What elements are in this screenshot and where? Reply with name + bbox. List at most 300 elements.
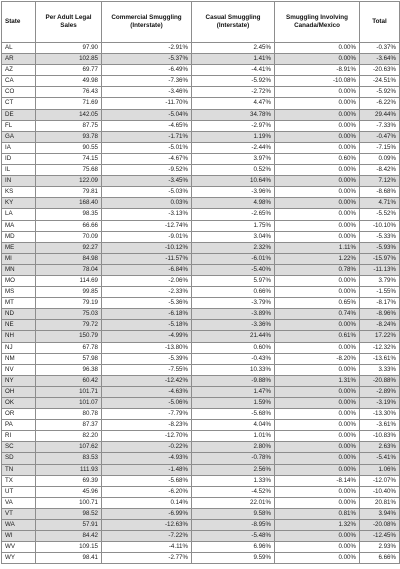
cell-commercial-smuggling: 0.03%	[102, 198, 192, 209]
table-row	[2, 153, 400, 164]
cell-casual-smuggling: -0.43%	[192, 353, 275, 364]
cell-casual-smuggling: 3.04%	[192, 231, 275, 242]
cell-commercial-smuggling: -5.36%	[102, 298, 192, 309]
header-canada-mexico-smuggling: Smuggling Involving Canada/Mexico	[275, 2, 360, 43]
cell-per-adult-sales: 111.93	[36, 464, 102, 475]
cell-commercial-smuggling: -4.93%	[102, 453, 192, 464]
cell-total: 6.66%	[360, 553, 400, 564]
cell-per-adult-sales: 168.40	[36, 198, 102, 209]
cell-commercial-smuggling: -7.55%	[102, 364, 192, 375]
cell-commercial-smuggling: -12.70%	[102, 431, 192, 442]
cell-state: AR	[2, 54, 36, 65]
cell-casual-smuggling: 4.98%	[192, 198, 275, 209]
cell-total: -8.68%	[360, 187, 400, 198]
cell-canada-mexico-smuggling: 0.00%	[275, 142, 360, 153]
cell-total: -24.51%	[360, 76, 400, 87]
cell-state: SC	[2, 442, 36, 453]
cell-per-adult-sales: 107.62	[36, 442, 102, 453]
cell-state: VT	[2, 508, 36, 519]
cell-state: UT	[2, 486, 36, 497]
cell-per-adult-sales: 98.52	[36, 508, 102, 519]
cell-casual-smuggling: 4.47%	[192, 98, 275, 109]
cell-total: -8.17%	[360, 298, 400, 309]
cell-commercial-smuggling: -2.06%	[102, 275, 192, 286]
cell-casual-smuggling: -8.95%	[192, 520, 275, 531]
cell-casual-smuggling: -6.01%	[192, 253, 275, 264]
cell-per-adult-sales: 97.90	[36, 43, 102, 54]
cell-per-adult-sales: 87.75	[36, 120, 102, 131]
cell-commercial-smuggling: -7.36%	[102, 76, 192, 87]
cell-commercial-smuggling: -5.01%	[102, 142, 192, 153]
cell-state: MN	[2, 264, 36, 275]
cell-total: -1.55%	[360, 287, 400, 298]
cell-total: -10.83%	[360, 431, 400, 442]
cell-commercial-smuggling: -13.80%	[102, 342, 192, 353]
cell-canada-mexico-smuggling: 0.00%	[275, 431, 360, 442]
cell-commercial-smuggling: -2.77%	[102, 553, 192, 564]
cell-total: 7.12%	[360, 176, 400, 187]
cell-canada-mexico-smuggling: -10.08%	[275, 76, 360, 87]
table-row	[2, 520, 400, 531]
cell-casual-smuggling: 1.01%	[192, 431, 275, 442]
table-row	[2, 542, 400, 553]
header-commercial-smuggling: Commercial Smuggling (Interstate)	[102, 2, 192, 43]
cell-per-adult-sales: 101.07	[36, 398, 102, 409]
cell-canada-mexico-smuggling: -8.14%	[275, 475, 360, 486]
cell-total: -3.19%	[360, 398, 400, 409]
cell-canada-mexico-smuggling: 0.00%	[275, 287, 360, 298]
cell-casual-smuggling: -2.97%	[192, 120, 275, 131]
table-row	[2, 464, 400, 475]
cell-casual-smuggling: 1.47%	[192, 386, 275, 397]
cell-state: MS	[2, 287, 36, 298]
cell-state: IL	[2, 165, 36, 176]
cell-canada-mexico-smuggling: 0.00%	[275, 486, 360, 497]
table-row	[2, 120, 400, 131]
cell-casual-smuggling: -4.52%	[192, 486, 275, 497]
cell-commercial-smuggling: -4.11%	[102, 542, 192, 553]
table-row	[2, 54, 400, 65]
table-row	[2, 420, 400, 431]
cell-commercial-smuggling: -2.33%	[102, 287, 192, 298]
cell-casual-smuggling: 1.41%	[192, 54, 275, 65]
cell-state: NM	[2, 353, 36, 364]
cell-per-adult-sales: 69.77	[36, 65, 102, 76]
cell-casual-smuggling: 1.59%	[192, 398, 275, 409]
table-row	[2, 242, 400, 253]
cell-state: GA	[2, 131, 36, 142]
cell-canada-mexico-smuggling: 0.00%	[275, 231, 360, 242]
cell-commercial-smuggling: -5.03%	[102, 187, 192, 198]
table-row	[2, 298, 400, 309]
cell-commercial-smuggling: -1.48%	[102, 464, 192, 475]
cell-total: -8.96%	[360, 309, 400, 320]
cell-state: IA	[2, 142, 36, 153]
cell-commercial-smuggling: -2.91%	[102, 43, 192, 54]
cell-commercial-smuggling: -7.22%	[102, 531, 192, 542]
cell-commercial-smuggling: -6.18%	[102, 309, 192, 320]
table-row	[2, 364, 400, 375]
table-row	[2, 386, 400, 397]
cell-commercial-smuggling: -1.71%	[102, 131, 192, 142]
cell-state: AL	[2, 43, 36, 54]
cell-state: OK	[2, 398, 36, 409]
cell-per-adult-sales: 150.79	[36, 331, 102, 342]
cell-state: WA	[2, 520, 36, 531]
table-row	[2, 375, 400, 386]
cell-per-adult-sales: 57.91	[36, 520, 102, 531]
cell-state: MO	[2, 275, 36, 286]
cell-casual-smuggling: -5.40%	[192, 264, 275, 275]
cell-casual-smuggling: -3.89%	[192, 309, 275, 320]
cell-canada-mexico-smuggling: 0.00%	[275, 453, 360, 464]
cell-per-adult-sales: 84.98	[36, 253, 102, 264]
table-row	[2, 353, 400, 364]
cell-canada-mexico-smuggling: 0.00%	[275, 54, 360, 65]
cell-casual-smuggling: -5.48%	[192, 531, 275, 542]
cell-total: -20.08%	[360, 520, 400, 531]
cell-canada-mexico-smuggling: 0.00%	[275, 320, 360, 331]
cell-state: WI	[2, 531, 36, 542]
cell-total: 2.63%	[360, 442, 400, 453]
cell-casual-smuggling: 2.56%	[192, 464, 275, 475]
cell-state: CO	[2, 87, 36, 98]
cell-casual-smuggling: -5.92%	[192, 76, 275, 87]
cell-total: 17.22%	[360, 331, 400, 342]
cell-per-adult-sales: 60.42	[36, 375, 102, 386]
cell-casual-smuggling: 5.97%	[192, 275, 275, 286]
table-header	[2, 2, 400, 43]
cell-state: NE	[2, 320, 36, 331]
cell-state: NJ	[2, 342, 36, 353]
cell-total: -5.33%	[360, 231, 400, 242]
cell-canada-mexico-smuggling: 0.00%	[275, 176, 360, 187]
cell-per-adult-sales: 45.96	[36, 486, 102, 497]
table-row	[2, 553, 400, 564]
cell-casual-smuggling: 10.33%	[192, 364, 275, 375]
table-row	[2, 497, 400, 508]
table-row	[2, 275, 400, 286]
cell-canada-mexico-smuggling: 0.00%	[275, 386, 360, 397]
cell-per-adult-sales: 98.35	[36, 209, 102, 220]
cell-per-adult-sales: 122.09	[36, 176, 102, 187]
cell-canada-mexico-smuggling: 0.00%	[275, 364, 360, 375]
cell-commercial-smuggling: -9.01%	[102, 231, 192, 242]
cell-total: -12.45%	[360, 531, 400, 542]
cell-per-adult-sales: 57.98	[36, 353, 102, 364]
cell-commercial-smuggling: -0.22%	[102, 442, 192, 453]
cell-commercial-smuggling: -3.45%	[102, 176, 192, 187]
cell-per-adult-sales: 98.41	[36, 553, 102, 564]
cell-state: ME	[2, 242, 36, 253]
cell-canada-mexico-smuggling: 0.00%	[275, 43, 360, 54]
header-casual-smuggling: Casual Smuggling (Interstate)	[192, 2, 275, 43]
cell-state: DE	[2, 109, 36, 120]
cell-commercial-smuggling: -4.65%	[102, 120, 192, 131]
cell-state: CA	[2, 76, 36, 87]
cell-commercial-smuggling: 0.14%	[102, 497, 192, 508]
cell-casual-smuggling: -2.44%	[192, 142, 275, 153]
cell-state: KY	[2, 198, 36, 209]
cell-state: TN	[2, 464, 36, 475]
cell-canada-mexico-smuggling: 0.00%	[275, 531, 360, 542]
cell-canada-mexico-smuggling: 1.31%	[275, 375, 360, 386]
table-row	[2, 531, 400, 542]
cell-per-adult-sales: 90.55	[36, 142, 102, 153]
cell-canada-mexico-smuggling: 0.00%	[275, 98, 360, 109]
cell-casual-smuggling: 2.32%	[192, 242, 275, 253]
cell-canada-mexico-smuggling: 0.00%	[275, 553, 360, 564]
cell-state: MI	[2, 253, 36, 264]
cell-casual-smuggling: 0.66%	[192, 287, 275, 298]
table-row	[2, 431, 400, 442]
cell-casual-smuggling: -5.68%	[192, 409, 275, 420]
cell-commercial-smuggling: -12.74%	[102, 220, 192, 231]
cell-commercial-smuggling: -4.63%	[102, 386, 192, 397]
cell-per-adult-sales: 75.03	[36, 309, 102, 320]
cell-total: -10.10%	[360, 220, 400, 231]
cell-commercial-smuggling: -3.46%	[102, 87, 192, 98]
table-row	[2, 409, 400, 420]
cell-commercial-smuggling: -5.04%	[102, 109, 192, 120]
cell-state: RI	[2, 431, 36, 442]
cell-canada-mexico-smuggling: 1.22%	[275, 253, 360, 264]
cell-state: VA	[2, 497, 36, 508]
cell-canada-mexico-smuggling: 0.00%	[275, 131, 360, 142]
table-row	[2, 98, 400, 109]
cell-state: NY	[2, 375, 36, 386]
cell-per-adult-sales: 79.81	[36, 187, 102, 198]
cell-commercial-smuggling: -12.63%	[102, 520, 192, 531]
cell-canada-mexico-smuggling: 0.00%	[275, 497, 360, 508]
cell-canada-mexico-smuggling: 0.00%	[275, 165, 360, 176]
table-row	[2, 131, 400, 142]
cell-total: 0.09%	[360, 153, 400, 164]
table-row	[2, 486, 400, 497]
cell-total: -12.32%	[360, 342, 400, 353]
cell-total: -5.92%	[360, 87, 400, 98]
cell-canada-mexico-smuggling: 0.65%	[275, 298, 360, 309]
cell-state: ID	[2, 153, 36, 164]
table-row	[2, 187, 400, 198]
header-per-adult-sales: Per Adult Legal Sales	[36, 2, 102, 43]
cell-state: ND	[2, 309, 36, 320]
cell-canada-mexico-smuggling: 0.78%	[275, 264, 360, 275]
cell-state: CT	[2, 98, 36, 109]
cell-state: TX	[2, 475, 36, 486]
cell-canada-mexico-smuggling: 0.00%	[275, 109, 360, 120]
cell-commercial-smuggling: -6.84%	[102, 264, 192, 275]
cell-total: -7.15%	[360, 142, 400, 153]
cell-state: FL	[2, 120, 36, 131]
cell-canada-mexico-smuggling: 0.00%	[275, 420, 360, 431]
table-row	[2, 475, 400, 486]
cell-canada-mexico-smuggling: 0.00%	[275, 220, 360, 231]
cell-casual-smuggling: 0.52%	[192, 165, 275, 176]
cell-state: LA	[2, 209, 36, 220]
cell-per-adult-sales: 79.72	[36, 320, 102, 331]
cell-total: -3.64%	[360, 54, 400, 65]
cell-canada-mexico-smuggling: 0.00%	[275, 187, 360, 198]
cell-commercial-smuggling: -5.18%	[102, 320, 192, 331]
table-row	[2, 165, 400, 176]
cell-casual-smuggling: -3.36%	[192, 320, 275, 331]
cell-commercial-smuggling: -4.67%	[102, 153, 192, 164]
table-row	[2, 320, 400, 331]
cell-per-adult-sales: 93.78	[36, 131, 102, 142]
cell-commercial-smuggling: -4.99%	[102, 331, 192, 342]
cell-canada-mexico-smuggling: 0.00%	[275, 198, 360, 209]
table-row	[2, 331, 400, 342]
cell-total: 2.93%	[360, 542, 400, 553]
cell-per-adult-sales: 79.19	[36, 298, 102, 309]
cell-total: -2.89%	[360, 386, 400, 397]
cell-total: -0.47%	[360, 131, 400, 142]
cell-commercial-smuggling: -6.99%	[102, 508, 192, 519]
cell-per-adult-sales: 69.39	[36, 475, 102, 486]
table-row	[2, 442, 400, 453]
cell-casual-smuggling: 9.58%	[192, 508, 275, 519]
cell-commercial-smuggling: -8.23%	[102, 420, 192, 431]
cell-per-adult-sales: 142.05	[36, 109, 102, 120]
cell-total: -6.22%	[360, 98, 400, 109]
cell-total: 29.44%	[360, 109, 400, 120]
cell-casual-smuggling: 2.45%	[192, 43, 275, 54]
cell-per-adult-sales: 66.66	[36, 220, 102, 231]
header-total: Total	[360, 2, 400, 43]
cell-per-adult-sales: 96.38	[36, 364, 102, 375]
cell-canada-mexico-smuggling: 0.00%	[275, 275, 360, 286]
cell-per-adult-sales: 49.98	[36, 76, 102, 87]
cell-per-adult-sales: 101.71	[36, 386, 102, 397]
cell-canada-mexico-smuggling: 0.00%	[275, 409, 360, 420]
table-row	[2, 309, 400, 320]
cell-per-adult-sales: 82.20	[36, 431, 102, 442]
cell-canada-mexico-smuggling: 1.11%	[275, 242, 360, 253]
cell-total: -10.40%	[360, 486, 400, 497]
cell-canada-mexico-smuggling: 0.00%	[275, 398, 360, 409]
table-row	[2, 264, 400, 275]
table-body	[2, 43, 400, 564]
cell-state: OH	[2, 386, 36, 397]
cell-casual-smuggling: 34.78%	[192, 109, 275, 120]
cell-casual-smuggling: 1.19%	[192, 131, 275, 142]
table-row	[2, 287, 400, 298]
cell-casual-smuggling: -0.78%	[192, 453, 275, 464]
cell-casual-smuggling: -2.72%	[192, 87, 275, 98]
cell-per-adult-sales: 99.85	[36, 287, 102, 298]
cell-commercial-smuggling: -6.49%	[102, 65, 192, 76]
cell-canada-mexico-smuggling: 0.60%	[275, 153, 360, 164]
cell-canada-mexico-smuggling: 0.81%	[275, 508, 360, 519]
cell-per-adult-sales: 87.37	[36, 420, 102, 431]
cell-state: IN	[2, 176, 36, 187]
cell-commercial-smuggling: -11.57%	[102, 253, 192, 264]
cell-per-adult-sales: 70.09	[36, 231, 102, 242]
cell-total: 1.06%	[360, 464, 400, 475]
cell-total: 3.79%	[360, 275, 400, 286]
cell-total: -8.24%	[360, 320, 400, 331]
cell-per-adult-sales: 74.15	[36, 153, 102, 164]
table-row	[2, 65, 400, 76]
cell-canada-mexico-smuggling: 0.00%	[275, 209, 360, 220]
header-state: State	[2, 2, 36, 43]
table-row	[2, 253, 400, 264]
cell-casual-smuggling: -9.88%	[192, 375, 275, 386]
cell-canada-mexico-smuggling: 0.00%	[275, 464, 360, 475]
cell-state: WY	[2, 553, 36, 564]
cell-total: 3.33%	[360, 364, 400, 375]
table-row	[2, 198, 400, 209]
table-row	[2, 76, 400, 87]
cell-canada-mexico-smuggling: 0.00%	[275, 120, 360, 131]
cell-commercial-smuggling: -11.70%	[102, 98, 192, 109]
cell-total: -3.61%	[360, 420, 400, 431]
table-row	[2, 142, 400, 153]
cell-casual-smuggling: 1.33%	[192, 475, 275, 486]
cell-per-adult-sales: 84.42	[36, 531, 102, 542]
cell-commercial-smuggling: -5.68%	[102, 475, 192, 486]
table-row	[2, 109, 400, 120]
cell-total: -20.63%	[360, 65, 400, 76]
cell-casual-smuggling: 9.59%	[192, 553, 275, 564]
cell-canada-mexico-smuggling: 0.00%	[275, 342, 360, 353]
cell-canada-mexico-smuggling: -8.91%	[275, 65, 360, 76]
cell-state: OR	[2, 409, 36, 420]
cell-casual-smuggling: -3.96%	[192, 187, 275, 198]
cell-commercial-smuggling: -5.39%	[102, 353, 192, 364]
cell-canada-mexico-smuggling: 0.00%	[275, 87, 360, 98]
cell-commercial-smuggling: -7.79%	[102, 409, 192, 420]
cell-canada-mexico-smuggling: 1.32%	[275, 520, 360, 531]
cell-commercial-smuggling: -9.52%	[102, 165, 192, 176]
cell-state: SD	[2, 453, 36, 464]
cell-total: -20.88%	[360, 375, 400, 386]
cell-total: -13.30%	[360, 409, 400, 420]
cell-commercial-smuggling: -3.13%	[102, 209, 192, 220]
cell-canada-mexico-smuggling: 0.00%	[275, 442, 360, 453]
cell-casual-smuggling: -3.79%	[192, 298, 275, 309]
cell-per-adult-sales: 75.68	[36, 165, 102, 176]
cell-casual-smuggling: -2.65%	[192, 209, 275, 220]
cell-state: NV	[2, 364, 36, 375]
cell-state: PA	[2, 420, 36, 431]
cell-commercial-smuggling: -5.06%	[102, 398, 192, 409]
cell-casual-smuggling: -4.41%	[192, 65, 275, 76]
cell-total: -5.52%	[360, 209, 400, 220]
cell-total: -11.13%	[360, 264, 400, 275]
cell-casual-smuggling: 0.60%	[192, 342, 275, 353]
cell-per-adult-sales: 78.04	[36, 264, 102, 275]
table-row	[2, 231, 400, 242]
cell-per-adult-sales: 80.78	[36, 409, 102, 420]
cell-per-adult-sales: 71.69	[36, 98, 102, 109]
cell-total: -7.33%	[360, 120, 400, 131]
cell-canada-mexico-smuggling: -8.20%	[275, 353, 360, 364]
cell-per-adult-sales: 114.69	[36, 275, 102, 286]
table-row	[2, 398, 400, 409]
table-row	[2, 87, 400, 98]
cell-casual-smuggling: 1.75%	[192, 220, 275, 231]
cell-per-adult-sales: 102.85	[36, 54, 102, 65]
cell-total: -12.07%	[360, 475, 400, 486]
table-row	[2, 508, 400, 519]
cell-per-adult-sales: 100.71	[36, 497, 102, 508]
cell-total: 4.71%	[360, 198, 400, 209]
cell-canada-mexico-smuggling: 0.61%	[275, 331, 360, 342]
cell-total: -13.61%	[360, 353, 400, 364]
cell-commercial-smuggling: -12.42%	[102, 375, 192, 386]
